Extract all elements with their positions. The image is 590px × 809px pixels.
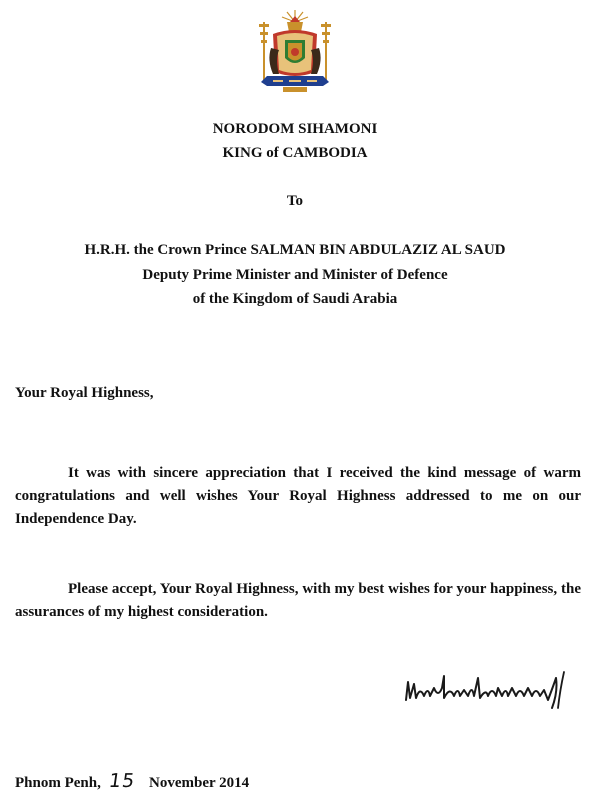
salutation: Your Royal Highness, <box>15 385 154 401</box>
recipient-line-1 <box>0 242 590 259</box>
royal-coat-of-arms-icon <box>257 8 333 96</box>
date-day: 15 <box>107 770 137 792</box>
recipient-prefix: H.R.H. the Crown Prince <box>84 242 251 258</box>
body-paragraph-2: Please accept, Your Royal Highness, with my best wishes for your happiness, the assurances of my highest consideration. <box>15 581 581 620</box>
date-month-year: November 2014 <box>149 775 250 791</box>
sender-name: NORODOM SIHAMONI <box>212 121 378 137</box>
body-paragraph-1: It was with sincere appreciation that I received the kind message of warm congratulations and well wishes Your Royal Highness addressed to me on our Independence Day. <box>15 465 581 527</box>
handwritten-signature-icon <box>400 664 570 714</box>
recipient-name: SALMAN BIN ABDULAZIZ AL SAUD <box>250 242 506 258</box>
date-place: Phnom Penh, <box>15 775 101 791</box>
date-line <box>15 770 249 792</box>
sender-title: KING of CAMBODIA <box>222 145 368 161</box>
to-label: To <box>286 193 304 209</box>
recipient-line-2: Deputy Prime Minister and Minister of Defence <box>142 267 448 283</box>
recipient-line-3: of the Kingdom of Saudi Arabia <box>192 291 398 307</box>
